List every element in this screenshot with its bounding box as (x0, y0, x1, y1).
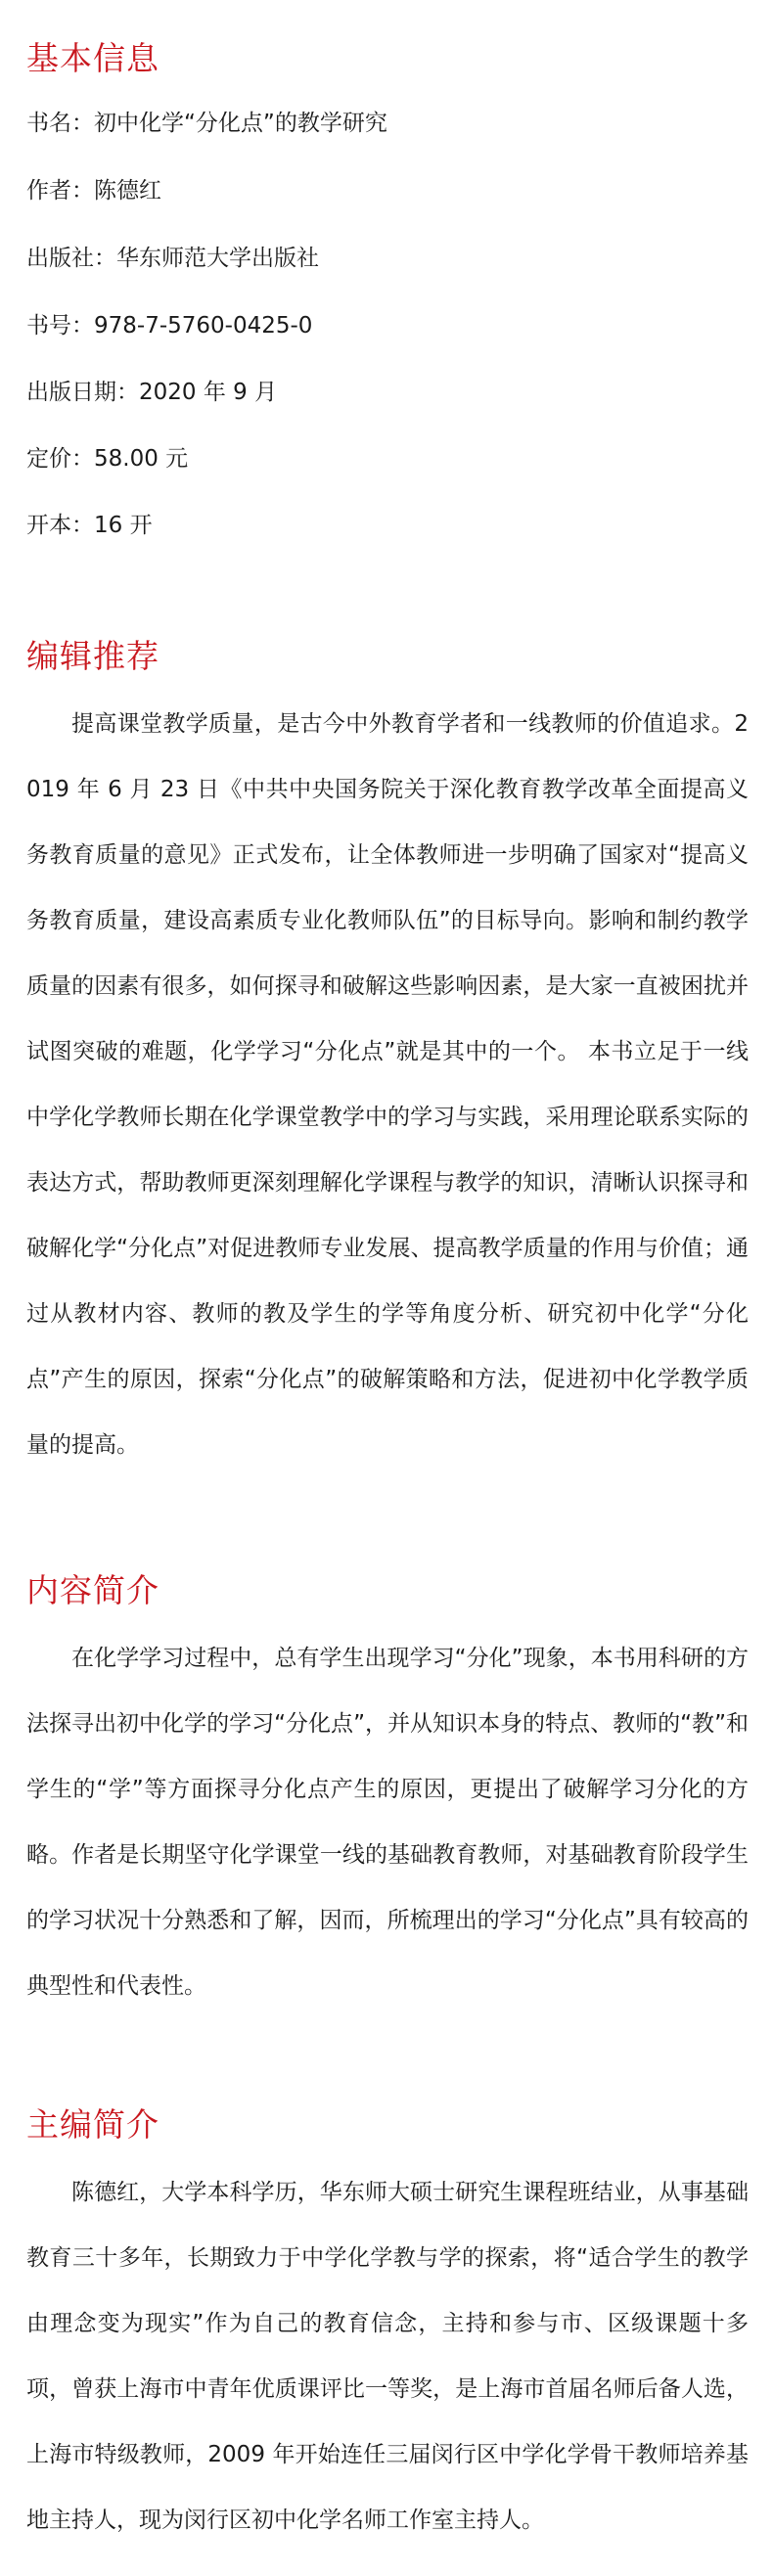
publish-date-line: 出版日期：2020 年 9 月 (26, 380, 278, 405)
publisher-line: 出版社：华东师范大学出版社 (26, 246, 319, 271)
editor-intro-text: 陈德红，大学本科学历，华东师大硕士研究生课程班结业，从事基础教育三十多年，长期致力于中学化学教与学的探索，将“适合学生的教学由理念变为现实”作为自己的教育信念，主持和参与市、区级课题十多项，曾获上海市中青年优质课评比一等奖，是上海市首届名师后备人选，上海市特级教师，2009 年开始连任三届闵行区中学化学骨干教师培养基地主持人，现为闵行区初中化学名师工作室主持人。 (26, 2180, 749, 2533)
editor-recommendation-title: 编辑推荐 (26, 637, 159, 675)
price-line: 定价：58.00 元 (26, 446, 189, 472)
content-intro-title: 内容简介 (26, 1571, 159, 1609)
book-title-line: 书名：初中化学“分化点”的教学研究 (26, 111, 387, 136)
editor-recommendation-text: 提高课堂教学质量，是古今中外教育学者和一线教师的价值追求。2019 年 6 月 23 日《中共中央国务院关于深化教育教学改革全面提高义务教育质量的意见》正式发布，让全体教师进一步明确了国家对“提高义务教育质量，建设高素质专业化教师队伍”的目标导向。影响和制约教学质量的因素有很多，如何探寻和破解这些影响因素，是大家一直被困扰并试图突破的难题，化学学习“分化点”就是其中的一个。 本书立足于一线中学化学教师长期在化学课堂教学中的学习与实践，采用理论联系实际的表达方式，帮助教师更深刻理解化学课程与教学的知识，清晰认识探寻和破解化学“分化点”对促进教师专业发展、提高教学质量的作用与价值；通过从教材内容、教师的教及学生的学等角度分析、研究初中化学“分化点”产生的原因，探索“分化点”的破解策略和方法，促进初中化学教学质量的提高。 (26, 711, 749, 1458)
format-line: 开本：16 开 (26, 513, 153, 538)
author-line: 作者：陈德红 (26, 178, 161, 203)
basic-info-title: 基本信息 (26, 39, 159, 77)
content-intro-text: 在化学学习过程中，总有学生出现学习“分化”现象，本书用科研的方法探寻出初中化学的学习“分化点”，并从知识本身的特点、教师的“教”和学生的“学”等方面探寻分化点产生的原因，更提出了破解学习分化的方略。作者是长期坚守化学课堂一线的基础教育教师，对基础教育阶段学生的学习状况十分熟悉和了解，因而，所梳理出的学习“分化点”具有较高的典型性和代表性。 (26, 1646, 749, 1999)
isbn-line: 书号：978-7-5760-0425-0 (26, 313, 313, 339)
editor-intro-title: 主编简介 (26, 2105, 159, 2144)
